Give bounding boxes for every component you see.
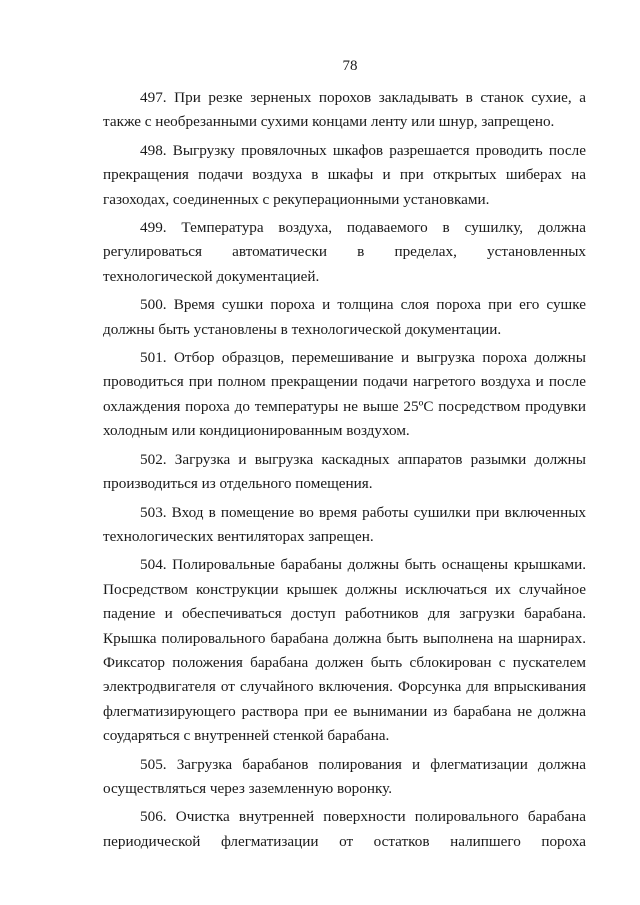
paragraph-498: 498. Выгрузку провялочных шкафов разрешается проводить после прекращения подачи воздуха в шкафы и при открытых шиберах на газоходах, соединенных с рекуперационными установками. (103, 141, 586, 208)
paragraph-500: 500. Время сушки пороха и толщина слоя пороха при его сушке должны быть установлены в технологической документации. (103, 296, 586, 338)
paragraph-501: 501. Отбор образцов, перемешивание и выгрузка пороха должны проводиться при полном прекращении подачи нагретого воздуха и после охлаждения пороха до температуры не выше 25ºС посредством продувки холодным или кондиционированным воздухом. (103, 349, 586, 440)
paragraph-505: 505. Загрузка барабанов полирования и флегматизации должна осуществляться через заземленную воронку. (103, 755, 586, 797)
paragraph-499: 499. Температура воздуха, подаваемого в сушилку, должна регулироваться автоматически в пределах, установленных технологической документацией. (103, 219, 586, 285)
document-body (103, 86, 586, 858)
paragraph-502: 502. Загрузка и выгрузка каскадных аппаратов разымки должны производиться из отдельного помещения. (103, 450, 586, 493)
paragraph-503: 503. Вход в помещение во время работы сушилки при включенных технологических вентиляторах запрещен. (103, 503, 586, 545)
paragraph-497: 497. При резке зерненых порохов закладывать в станок сухие, а также с необрезанными сухими концами ленту или шнур, запрещено. (103, 89, 586, 131)
paragraph-506: 506. Очистка внутренней поверхности полировального барабана периодической флегматизации от остатков налипшего пороха (103, 808, 586, 850)
page-number: 78 (342, 58, 358, 74)
paragraph-504: 504. Полировальные барабаны должны быть оснащены крышками. Посредством конструкции крышек должны исключаться их случайное падение и обеспечиваться доступ работников для загрузки барабана. Крышка полировального барабана должна быть выполнена на шарнирах. Фиксатор положения барабана должен быть сблокирован с пускателем электродвигателя от случайного включения. Форсунка для впрыскивания флегматизирующего раствора при ее вынимании из барабана не должна соударяться с внутренней стенкой барабана. (103, 556, 586, 745)
